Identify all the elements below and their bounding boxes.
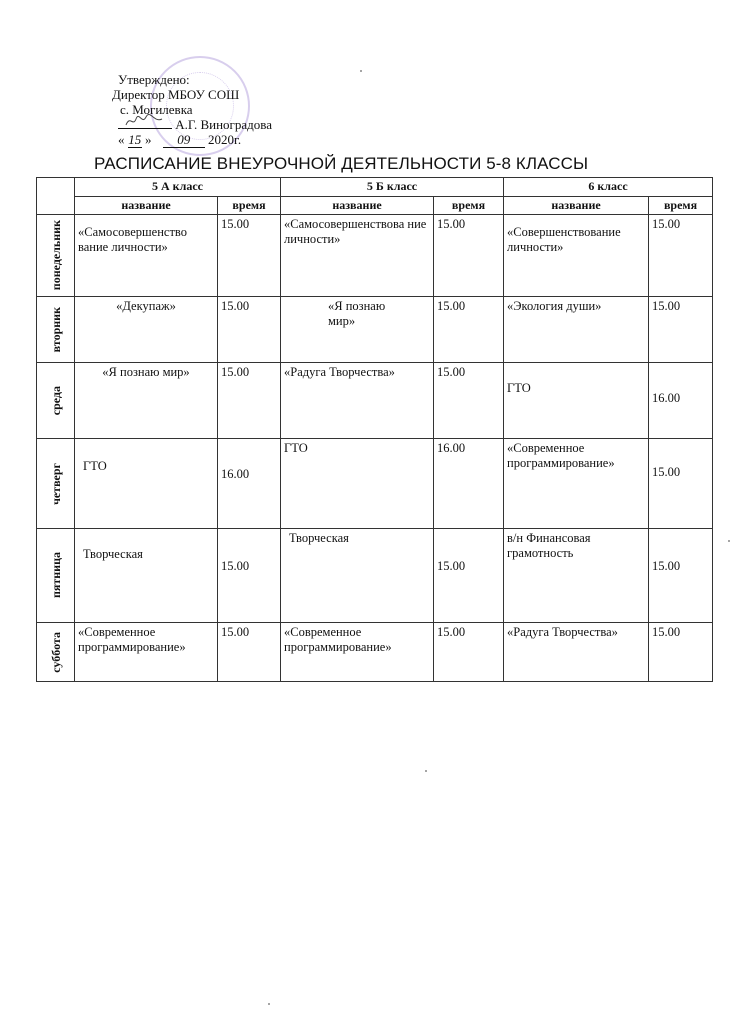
time-cell: 15.00 [434,529,504,623]
column-header-time: время [649,197,713,215]
activity-cell: ГТО [504,363,649,439]
column-header-name: название [75,197,218,215]
scan-speck [360,70,362,72]
activity-cell: ГТО [75,439,218,529]
approval-position: Директор МБОУ СОШ [112,87,240,102]
day-cell-tuesday [37,297,75,363]
day-cell-monday [37,215,75,297]
activity-cell: «Современное программирование» [75,623,218,682]
schedule-table [36,177,713,682]
approval-date [112,132,272,148]
time-cell: 15.00 [649,297,713,363]
time-cell: 15.00 [218,623,281,682]
activity-cell: Творческая [75,529,218,623]
class-header-5a: 5 А класс [75,178,281,197]
time-cell: 16.00 [434,439,504,529]
activity-cell: «Радуга Творчества» [281,363,434,439]
day-cell-wednesday [37,363,75,439]
signature-row [112,117,272,132]
time-cell: 15.00 [434,623,504,682]
time-cell: 15.00 [649,215,713,297]
activity-cell: «Совершенствование личности» [504,215,649,297]
time-cell: 15.00 [218,215,281,297]
date-open-quote: « [118,132,125,147]
scan-speck [425,770,427,772]
activity-cell: в/н Финансовая грамотность [504,529,649,623]
time-cell: 15.00 [649,439,713,529]
table-row [37,439,713,529]
day-cell-thursday [37,439,75,529]
time-cell: 15.00 [218,363,281,439]
approval-location: с. Могилевка [120,102,193,117]
time-cell: 16.00 [218,439,281,529]
time-cell: 15.00 [218,297,281,363]
activity-cell: «Декупаж» [75,297,218,363]
day-label: четверг [48,462,63,505]
activity-cell: ГТО [281,439,434,529]
signature-name: А.Г. Виноградова [175,117,272,132]
date-close-quote: » [145,132,152,147]
date-year: 2020г. [208,132,242,147]
day-label: вторник [48,306,63,353]
corner-cell-lower [37,197,75,215]
column-header-time: время [218,197,281,215]
activity-cell: «Я познаю мир» [75,363,218,439]
day-cell-saturday [37,623,75,682]
activity-cell: «Самосовершенствова ние личности» [281,215,434,297]
day-label: среда [48,385,63,416]
activity-cell: «Современное программирование» [281,623,434,682]
day-label: суббота [48,631,63,673]
activity-cell: «Я познаю мир» [281,297,434,363]
time-cell: 15.00 [649,623,713,682]
activity-cell: «Самосовершенство вание личности» [75,215,218,297]
time-cell: 15.00 [434,297,504,363]
table-row [37,363,713,439]
class-header-5b: 5 Б класс [281,178,504,197]
day-label: пятница [48,552,63,599]
time-cell: 15.00 [218,529,281,623]
activity-cell: «Современное программирование» [504,439,649,529]
time-cell: 15.00 [434,363,504,439]
scan-speck [728,540,730,542]
day-label: понедельник [48,220,63,291]
date-day: 15 [128,132,142,147]
date-month: 09 [163,132,205,148]
class-header-6: 6 класс [504,178,713,197]
table-row [37,529,713,623]
document-title: РАСПИСАНИЕ ВНЕУРОЧНОЙ ДЕЯТЕЛЬНОСТИ 5-8 КЛАССЫ [94,154,589,173]
time-cell: 15.00 [649,529,713,623]
activity-cell: «Радуга Творчества» [504,623,649,682]
table-row [37,215,713,297]
signature-scribble [124,113,164,129]
table-row [37,297,713,363]
time-cell: 16.00 [649,363,713,439]
column-header-time: время [434,197,504,215]
column-header-name: название [504,197,649,215]
approval-block [112,72,272,148]
activity-cell: Творческая [281,529,434,623]
scan-speck [268,1003,270,1005]
activity-cell: «Экология души» [504,297,649,363]
corner-cell [37,178,75,197]
table-row [37,623,713,682]
column-header-name: название [281,197,434,215]
time-cell: 15.00 [434,215,504,297]
approval-heading: Утверждено: [118,72,190,87]
day-cell-friday [37,529,75,623]
